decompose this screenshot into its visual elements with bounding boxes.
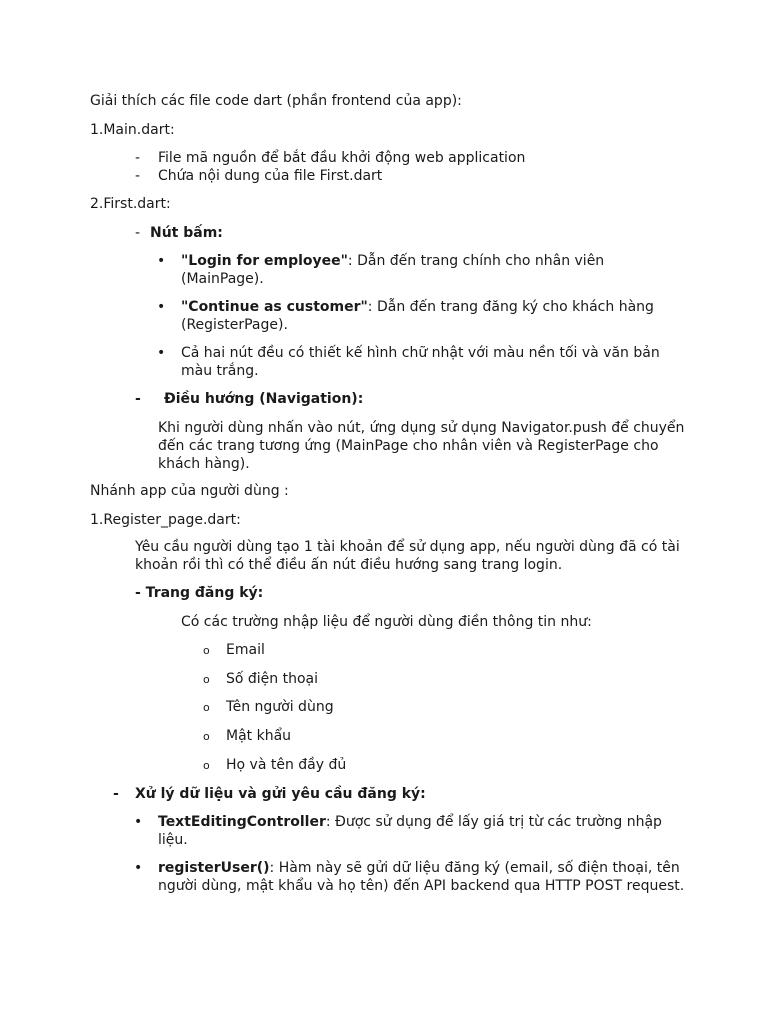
dash-marker: -	[135, 391, 141, 407]
circle-marker: o	[203, 644, 210, 657]
button-desc-login	[181, 252, 604, 270]
process-desc: : Được sử dụng để lấy giá trị từ các trường nhập	[325, 814, 662, 830]
intro-text: Giải thích các file code dart (phần frontend của app):	[90, 93, 462, 109]
bullet-marker: •	[157, 253, 166, 269]
form-heading: - Trang đăng ký:	[135, 585, 264, 601]
field-item: Số điện thoại	[226, 671, 319, 687]
field-item: Mật khẩu	[226, 728, 292, 744]
main-dart-item: File mã nguồn để bắt đầu khởi động web application	[158, 150, 526, 166]
dash-marker: -	[135, 168, 141, 184]
first-dart-heading: 2.First.dart:	[90, 196, 171, 212]
process-desc-cont: liệu.	[158, 832, 188, 848]
process-label: registerUser()	[158, 860, 270, 876]
button-desc-cont: (RegisterPage).	[181, 317, 288, 333]
button-label: "Login for employee"	[181, 253, 348, 269]
button-desc-cont: (MainPage).	[181, 271, 264, 287]
button-desc: : Dẫn đến trang đăng ký cho khách hàng	[367, 299, 654, 315]
circle-marker: o	[203, 673, 210, 686]
field-item: Email	[226, 642, 265, 658]
circle-marker: o	[203, 759, 210, 772]
bullet-marker: •	[134, 814, 143, 830]
process-item	[158, 859, 680, 877]
bullet-marker: •	[134, 860, 143, 876]
user-branch-heading: Nhánh app của người dùng :	[90, 483, 289, 499]
navigation-text: đến các trang tương ứng (MainPage cho nhân viên và RegisterPage cho	[158, 438, 659, 454]
button-design-desc: Cả hai nút đều có thiết kế hình chữ nhật với màu nền tối và văn bản	[181, 345, 660, 361]
form-intro: Có các trường nhập liệu để người dùng điền thông tin như:	[181, 614, 592, 630]
circle-marker: o	[203, 730, 210, 743]
process-label: TextEditingController	[158, 814, 326, 830]
navigation-heading: Điều hướng (Navigation):	[164, 391, 364, 407]
buttons-heading: Nút bấm:	[150, 225, 223, 241]
dash-marker: -	[113, 786, 119, 802]
button-design-desc-cont: màu trắng.	[181, 363, 259, 379]
button-desc: : Dẫn đến trang chính cho nhân viên	[347, 253, 605, 269]
circle-marker: o	[203, 701, 210, 714]
field-item: Tên người dùng	[226, 699, 334, 715]
main-dart-heading: 1.Main.dart:	[90, 122, 175, 138]
dash-marker: -	[135, 225, 141, 241]
bullet-marker: •	[157, 299, 166, 315]
bullet-marker: •	[157, 345, 166, 361]
process-item	[158, 813, 662, 831]
field-item: Họ và tên đầy đủ	[226, 757, 347, 773]
process-desc: : Hàm này sẽ gửi dữ liệu đăng ký (email, số điện thoại, tên	[269, 860, 680, 876]
dash-marker: -	[135, 150, 141, 166]
navigation-text: Khi người dùng nhấn vào nút, ứng dụng sử dụng Navigator.push để chuyển	[158, 420, 685, 436]
main-dart-item: Chứa nội dung của file First.dart	[158, 168, 383, 184]
register-desc: Yêu cầu người dùng tạo 1 tài khoản để sử dụng app, nếu người dùng đã có tài	[135, 539, 680, 555]
button-label: "Continue as customer"	[181, 299, 368, 315]
register-desc: khoản rồi thì có thể điều ấn nút điều hướng sang trang login.	[135, 557, 563, 573]
navigation-text: khách hàng).	[158, 456, 250, 472]
register-heading: 1.Register_page.dart:	[90, 512, 241, 528]
button-desc-customer	[181, 298, 654, 316]
process-desc-cont: người dùng, mật khẩu và họ tên) đến API backend qua HTTP POST request.	[158, 878, 685, 894]
process-heading: Xử lý dữ liệu và gửi yêu cầu đăng ký:	[135, 786, 426, 802]
